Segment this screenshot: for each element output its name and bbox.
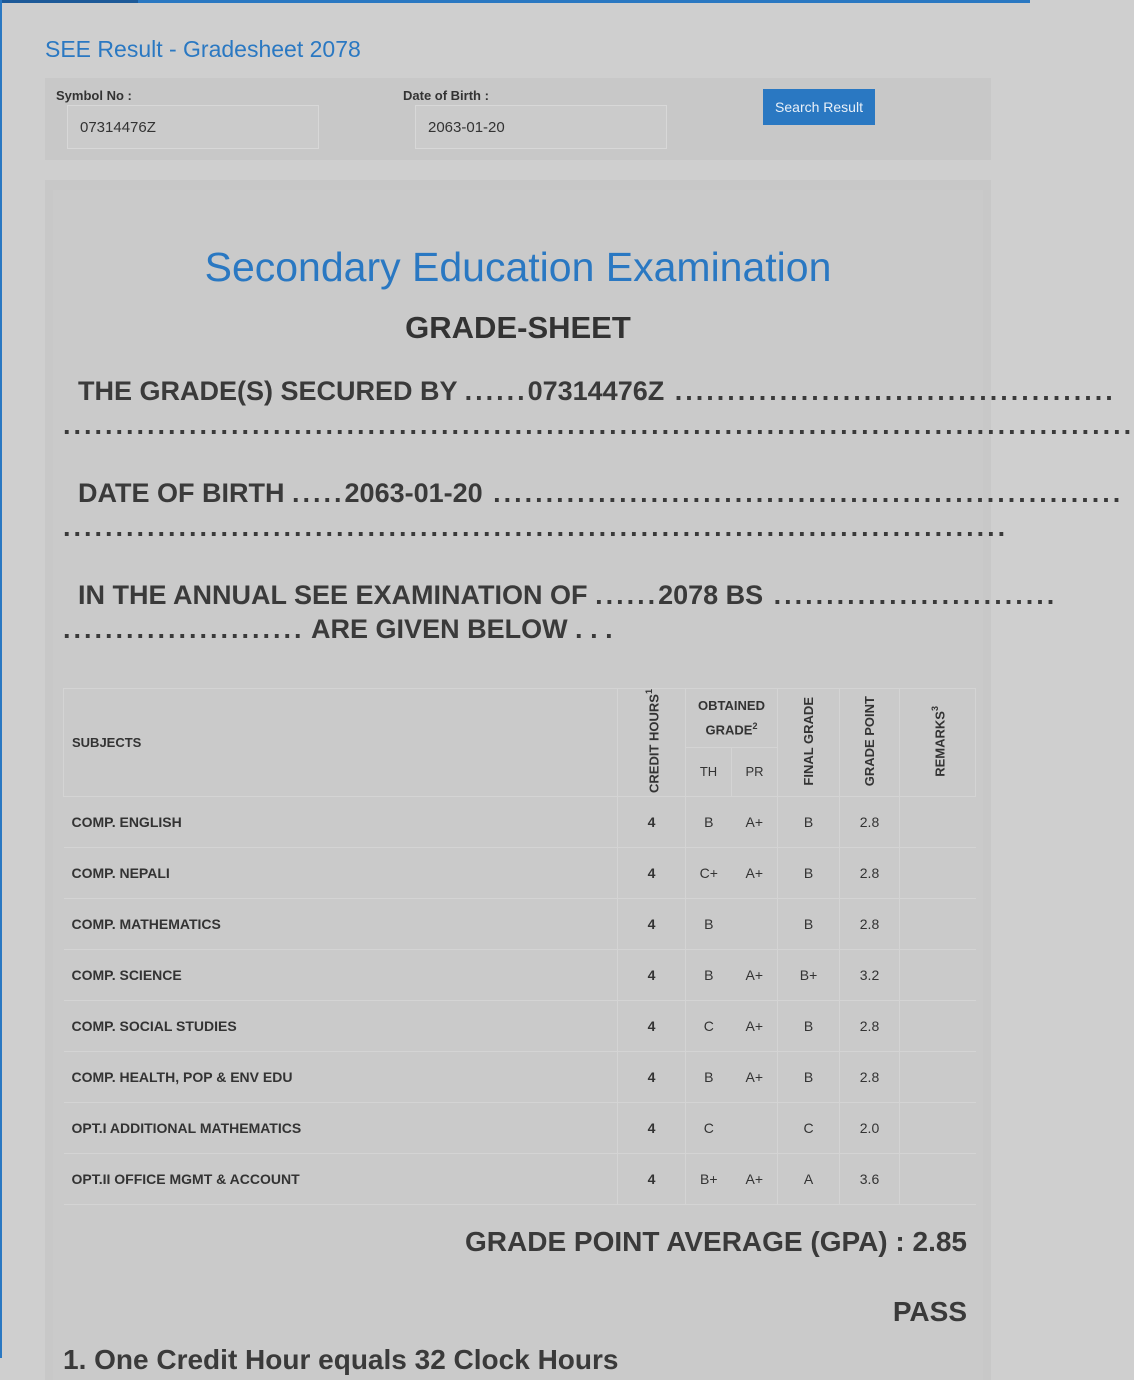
practical-grade: A+ [732, 949, 778, 1000]
credit-hours: 4 [618, 1000, 686, 1051]
gpa-summary: GRADE POINT AVERAGE (GPA) : 2.85 [465, 1226, 967, 1257]
left-accent-border [0, 0, 2, 1358]
final-grade: B [778, 796, 840, 847]
credit-hours: 4 [618, 898, 686, 949]
remarks [900, 949, 976, 1000]
secured-by-value: 07314476Z [527, 376, 665, 406]
table-row [64, 1102, 976, 1153]
exam-year-value: 2078 BS [658, 580, 764, 610]
secured-by-label: THE GRADE(S) SECURED BY [78, 376, 458, 406]
table-row [64, 949, 976, 1000]
active-tab-indicator [0, 0, 138, 3]
gradesheet-heading: GRADE-SHEET [405, 310, 631, 345]
practical-grade [732, 1102, 778, 1153]
subject-name: COMP. SOCIAL STUDIES [64, 1000, 618, 1051]
given-below-text: ARE GIVEN BELOW . . . [311, 614, 613, 644]
subject-name: COMP. SCIENCE [64, 949, 618, 1000]
credit-hours: 4 [618, 1153, 686, 1204]
table-row [64, 847, 976, 898]
grade-point: 2.0 [840, 1102, 900, 1153]
practical-grade: A+ [732, 1153, 778, 1204]
remarks [900, 847, 976, 898]
remarks [900, 796, 976, 847]
table-row [64, 796, 976, 847]
grade-table [63, 688, 976, 1205]
subject-name: OPT.I ADDITIONAL MATHEMATICS [64, 1102, 618, 1153]
header-pr: PR [732, 747, 778, 796]
remarks [900, 1102, 976, 1153]
grade-point: 2.8 [840, 898, 900, 949]
header-subjects: SUBJECTS [64, 689, 618, 797]
theory-grade: B [686, 949, 732, 1000]
page-title: SEE Result - Gradesheet 2078 [45, 36, 361, 62]
credit-hours: 4 [618, 1102, 686, 1153]
grade-point: 3.2 [840, 949, 900, 1000]
final-grade: B [778, 847, 840, 898]
final-grade: B [778, 1000, 840, 1051]
grade-point: 2.8 [840, 847, 900, 898]
exam-statement-label: IN THE ANNUAL SEE EXAMINATION OF [78, 580, 588, 610]
header-th: TH [686, 747, 732, 796]
theory-grade: C [686, 1000, 732, 1051]
grade-point: 2.8 [840, 796, 900, 847]
header-obtained-grade: OBTAINED GRADE$^2$ [686, 689, 778, 748]
subject-name: COMP. ENGLISH [64, 796, 618, 847]
remarks [900, 898, 976, 949]
dob-statement-label: DATE OF BIRTH [78, 478, 285, 508]
grade-point: 3.6 [840, 1153, 900, 1204]
grade-point: 2.8 [840, 1051, 900, 1102]
table-row [64, 1000, 976, 1051]
theory-grade: C [686, 1102, 732, 1153]
theory-grade: C+ [686, 847, 732, 898]
symbol-no-label: Symbol No : [56, 88, 132, 103]
final-grade: A [778, 1153, 840, 1204]
date-of-birth-label: Date of Birth : [403, 88, 489, 103]
theory-grade: B+ [686, 1153, 732, 1204]
result-status: PASS [892, 1296, 967, 1327]
table-row [64, 1153, 976, 1204]
header-credit-hours: CREDIT HOURS$^1$ [618, 689, 686, 797]
credit-hours: 4 [618, 1051, 686, 1102]
search-panel [45, 78, 991, 160]
grade-point: 2.8 [840, 1000, 900, 1051]
symbol-no-input[interactable] [67, 105, 319, 149]
header-remarks: REMARKS$^3$ [900, 689, 976, 797]
header-final-grade: FINAL GRADE [778, 689, 840, 797]
credit-hours: 4 [618, 847, 686, 898]
exam-statement: IN THE ANNUAL SEE EXAMINATION OF ......2078 BS ........................... ....................... ARE GIVEN BELOW . . . [63, 580, 1058, 644]
date-of-birth-input[interactable] [415, 105, 667, 149]
remarks [900, 1000, 976, 1051]
final-grade: B [778, 1051, 840, 1102]
final-grade: B+ [778, 949, 840, 1000]
practical-grade: A+ [732, 1000, 778, 1051]
table-row [64, 898, 976, 949]
theory-grade: B [686, 1051, 732, 1102]
top-accent-bar [0, 0, 1030, 3]
practical-grade [732, 898, 778, 949]
dob-statement-value: 2063-01-20 [344, 478, 483, 508]
subject-name: COMP. MATHEMATICS [64, 898, 618, 949]
table-row [64, 1051, 976, 1102]
theory-grade: B [686, 796, 732, 847]
credit-hours: 4 [618, 796, 686, 847]
practical-grade: A+ [732, 796, 778, 847]
gradesheet-container [45, 180, 1134, 1380]
subject-name: COMP. HEALTH, POP & ENV EDU [64, 1051, 618, 1102]
dob-statement: DATE OF BIRTH .....2063-01-20 ............................................................ .......................................................................................... [63, 478, 1124, 542]
practical-grade: A+ [732, 1051, 778, 1102]
exam-title: Secondary Education Examination [204, 244, 832, 290]
footnote: 1. One Credit Hour equals 32 Clock Hours [63, 1344, 619, 1375]
search-result-button[interactable]: Search Result [763, 89, 875, 125]
header-grade-point: GRADE POINT [840, 689, 900, 797]
practical-grade: A+ [732, 847, 778, 898]
final-grade: C [778, 1102, 840, 1153]
subject-name: COMP. NEPALI [64, 847, 618, 898]
final-grade: B [778, 898, 840, 949]
secured-by-statement: THE GRADE(S) SECURED BY ......07314476Z .......................................... ...................................................................................................... [63, 376, 1134, 440]
credit-hours: 4 [618, 949, 686, 1000]
subject-name: OPT.II OFFICE MGMT & ACCOUNT [64, 1153, 618, 1204]
remarks [900, 1153, 976, 1204]
gradesheet [53, 190, 1134, 1380]
theory-grade: B [686, 898, 732, 949]
remarks [900, 1051, 976, 1102]
